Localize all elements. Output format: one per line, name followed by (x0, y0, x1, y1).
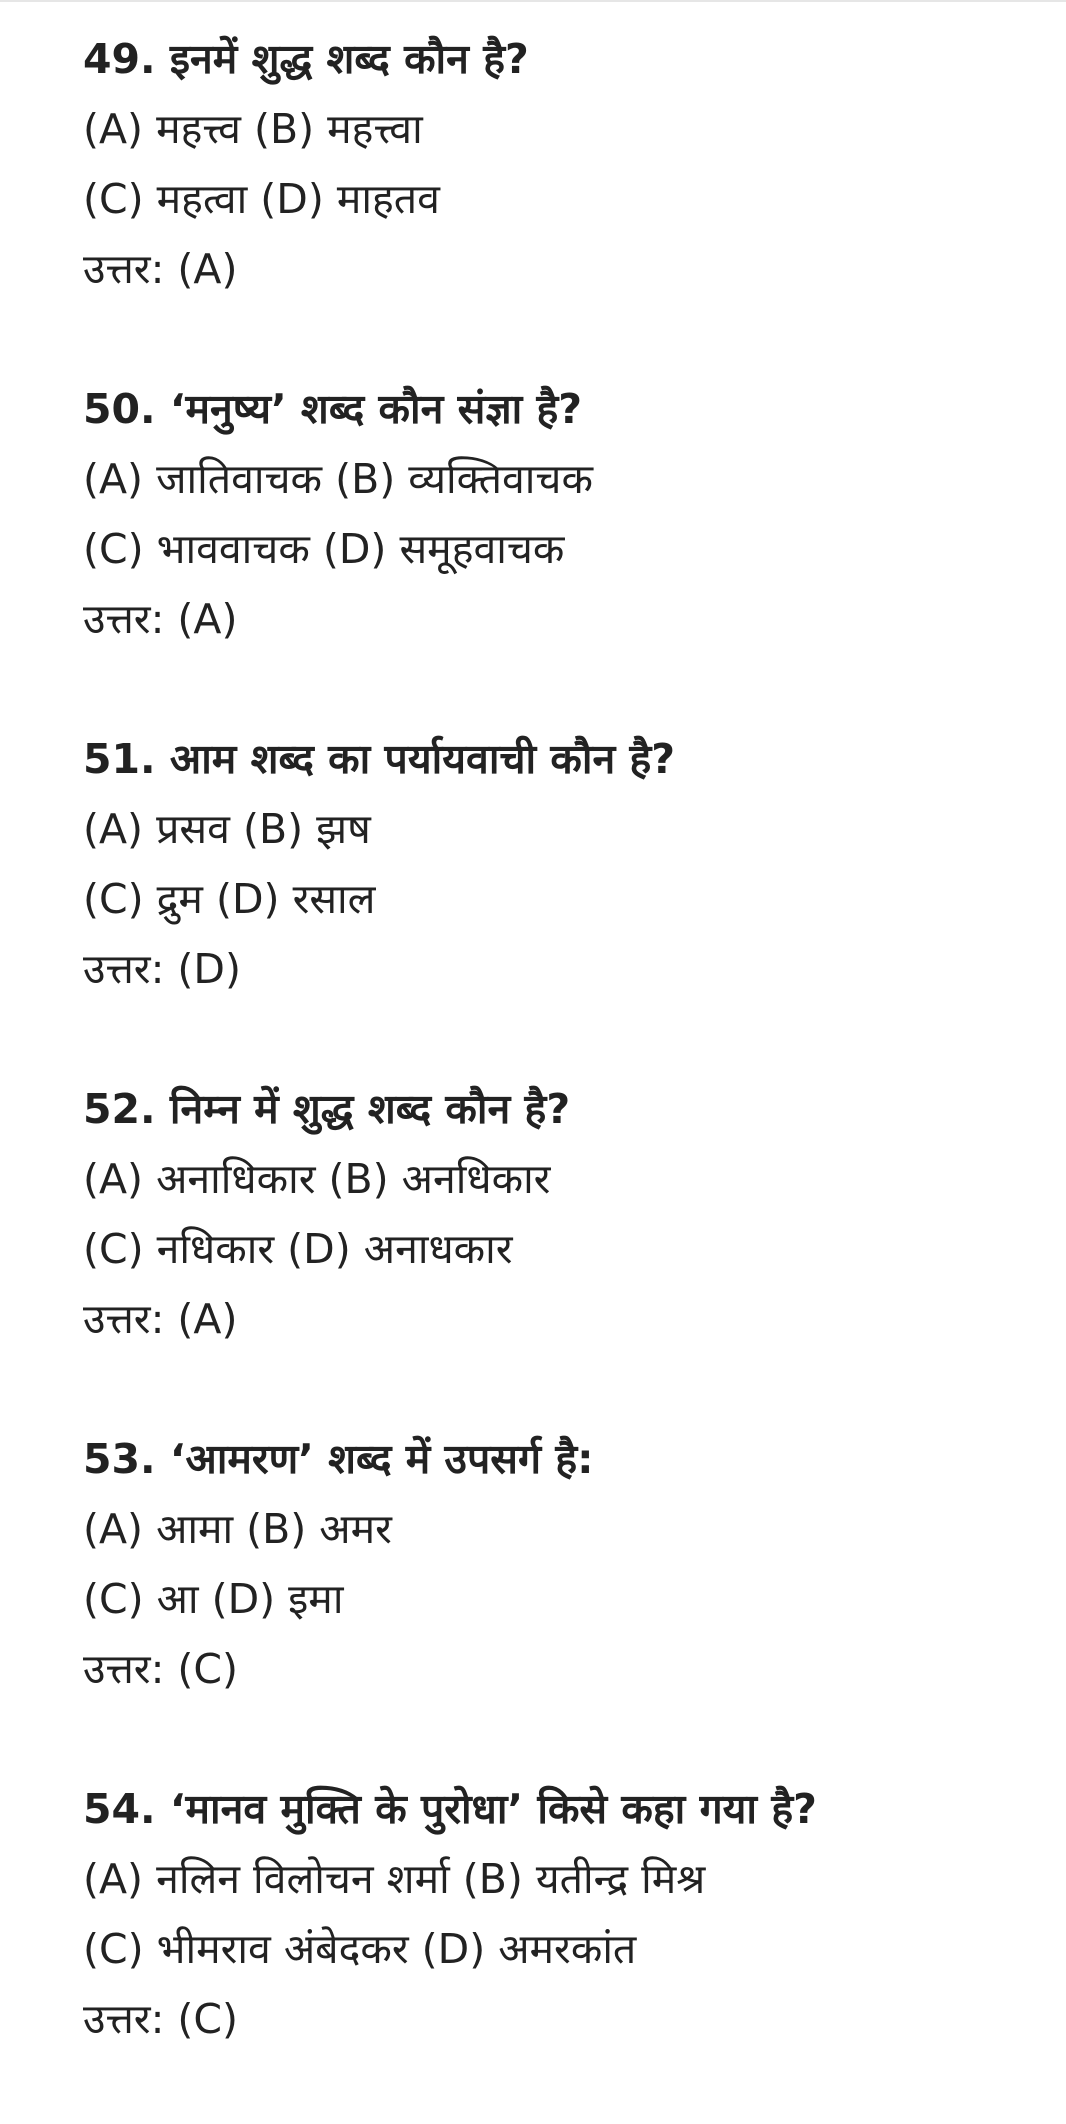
answer-text: उत्तर: (A) (83, 595, 238, 643)
question-text: 50. ‘मनुष्य’ शब्द कौन संज्ञा है? (83, 385, 583, 433)
options-line-2: (C) भाववाचक (D) समूहवाचक (83, 525, 565, 573)
question-text: 54. ‘मानव मुक्ति के पुरोधा’ किसे कहा गया है? (83, 1785, 817, 1833)
options-line-1: (A) जातिवाचक (B) व्यक्तिवाचक (83, 455, 593, 503)
options-line-1: (A) महत्त्व (B) महत्त्वा (83, 105, 423, 153)
answer-text: उत्तर: (D) (83, 945, 241, 993)
top-divider (0, 0, 1066, 2)
options-line-2: (C) आ (D) इमा (83, 1575, 344, 1623)
answer-text: उत्तर: (A) (83, 245, 238, 293)
options-line-2: (C) द्रुम (D) रसाल (83, 875, 376, 923)
question-block-54 (83, 1774, 1043, 2054)
question-text: 51. आम शब्द का पर्यायवाची कौन है? (83, 735, 676, 783)
question-text: 53. ‘आमरण’ शब्द में उपसर्ग है: (83, 1435, 594, 1483)
quiz-content (83, 24, 1043, 2124)
options-line-2: (C) भीमराव अंबेदकर (D) अमरकांत (83, 1925, 637, 1973)
options-line-2: (C) नधिकार (D) अनाधकार (83, 1225, 513, 1273)
options-line-2: (C) महत्वा (D) माहतव (83, 175, 440, 223)
answer-text: उत्तर: (C) (83, 1645, 239, 1693)
question-block-50 (83, 374, 1043, 654)
answer-text: उत्तर: (A) (83, 1295, 238, 1343)
question-text: 49. इनमें शुद्ध शब्द कौन है? (83, 35, 529, 83)
answer-text: उत्तर: (C) (83, 1995, 239, 2043)
question-block-52 (83, 1074, 1043, 1354)
options-line-1: (A) अनाधिकार (B) अनधिकार (83, 1155, 551, 1203)
options-line-1: (A) आमा (B) अमर (83, 1505, 392, 1553)
question-block-49 (83, 24, 1043, 304)
options-line-1: (A) प्रसव (B) झष (83, 805, 371, 853)
question-block-51 (83, 724, 1043, 1004)
options-line-1: (A) नलिन विलोचन शर्मा (B) यतीन्द्र मिश्र (83, 1855, 706, 1903)
question-block-53 (83, 1424, 1043, 1704)
question-text: 52. निम्न में शुद्ध शब्द कौन है? (83, 1085, 571, 1133)
